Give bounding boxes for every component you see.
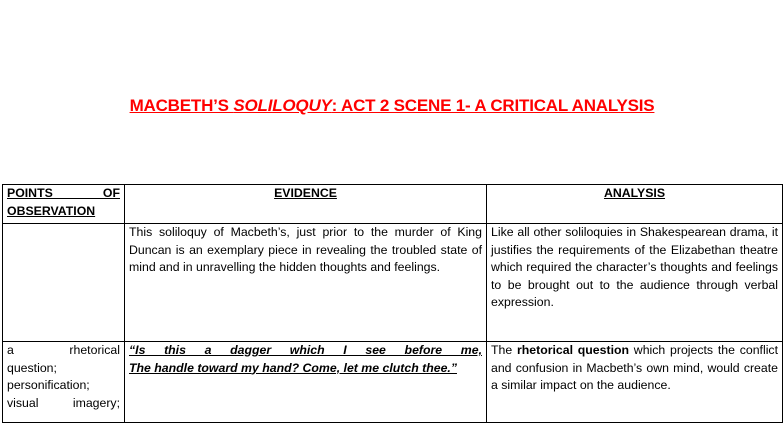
analysis-table xyxy=(2,184,783,423)
header-points-line1: POINTS OF xyxy=(7,186,120,200)
header-evidence: EVIDENCE xyxy=(125,185,487,224)
row2-points-line2: question; xyxy=(7,360,57,375)
row2-analysis-keyword: rhetorical question xyxy=(516,343,630,357)
title-text-1: MACBETH’S xyxy=(129,96,234,115)
row2-points-cell xyxy=(3,342,125,423)
row1-evidence-cell: This soliloquy of Macbeth’s, just prior to the murder of King Duncan is an exemplary piece in revealing the troubled state of mind and in unravelling the hidden thoughts and feelings. xyxy=(125,224,487,342)
row2-quote-line2: The handle toward my hand? Come, let me clutch thee.” xyxy=(129,360,457,375)
row2-points-line3: personification; xyxy=(7,378,90,392)
title-text-2: : ACT 2 SCENE 1- A CRITICAL ANALYSIS xyxy=(331,96,655,115)
row1-points-cell xyxy=(3,224,125,342)
row2-points-line1: a rhetorical xyxy=(7,343,120,357)
row1-analysis-cell: Like all other soliloquies in Shakespearean drama, it justifies the requirements of the Elizabethan theatre which required the character’s thoughts and feelings to be brought out to the audience through verbal expression. xyxy=(487,224,783,342)
table-row xyxy=(3,342,783,423)
row2-quote-line1: “Is this a dagger which I see before me, xyxy=(129,343,482,357)
row2-analysis-post: which projects the conflict and confusion in Macbeth’s own mind, would create a similar impact on the audience. xyxy=(491,343,778,392)
row2-evidence-quote xyxy=(125,342,487,423)
title-text-italic: SOLILOQUY xyxy=(233,96,332,115)
row2-points-line4: visual imagery; xyxy=(7,395,120,410)
row2-analysis-cell xyxy=(487,342,783,423)
table-header-row xyxy=(3,185,783,224)
page-title xyxy=(0,96,784,116)
row2-analysis-pre: The xyxy=(491,343,517,357)
table-row xyxy=(3,224,783,342)
header-analysis: ANALYSIS xyxy=(487,185,783,224)
header-points-line2: OBSERVATION xyxy=(7,203,96,218)
header-points-of-observation xyxy=(3,185,125,224)
